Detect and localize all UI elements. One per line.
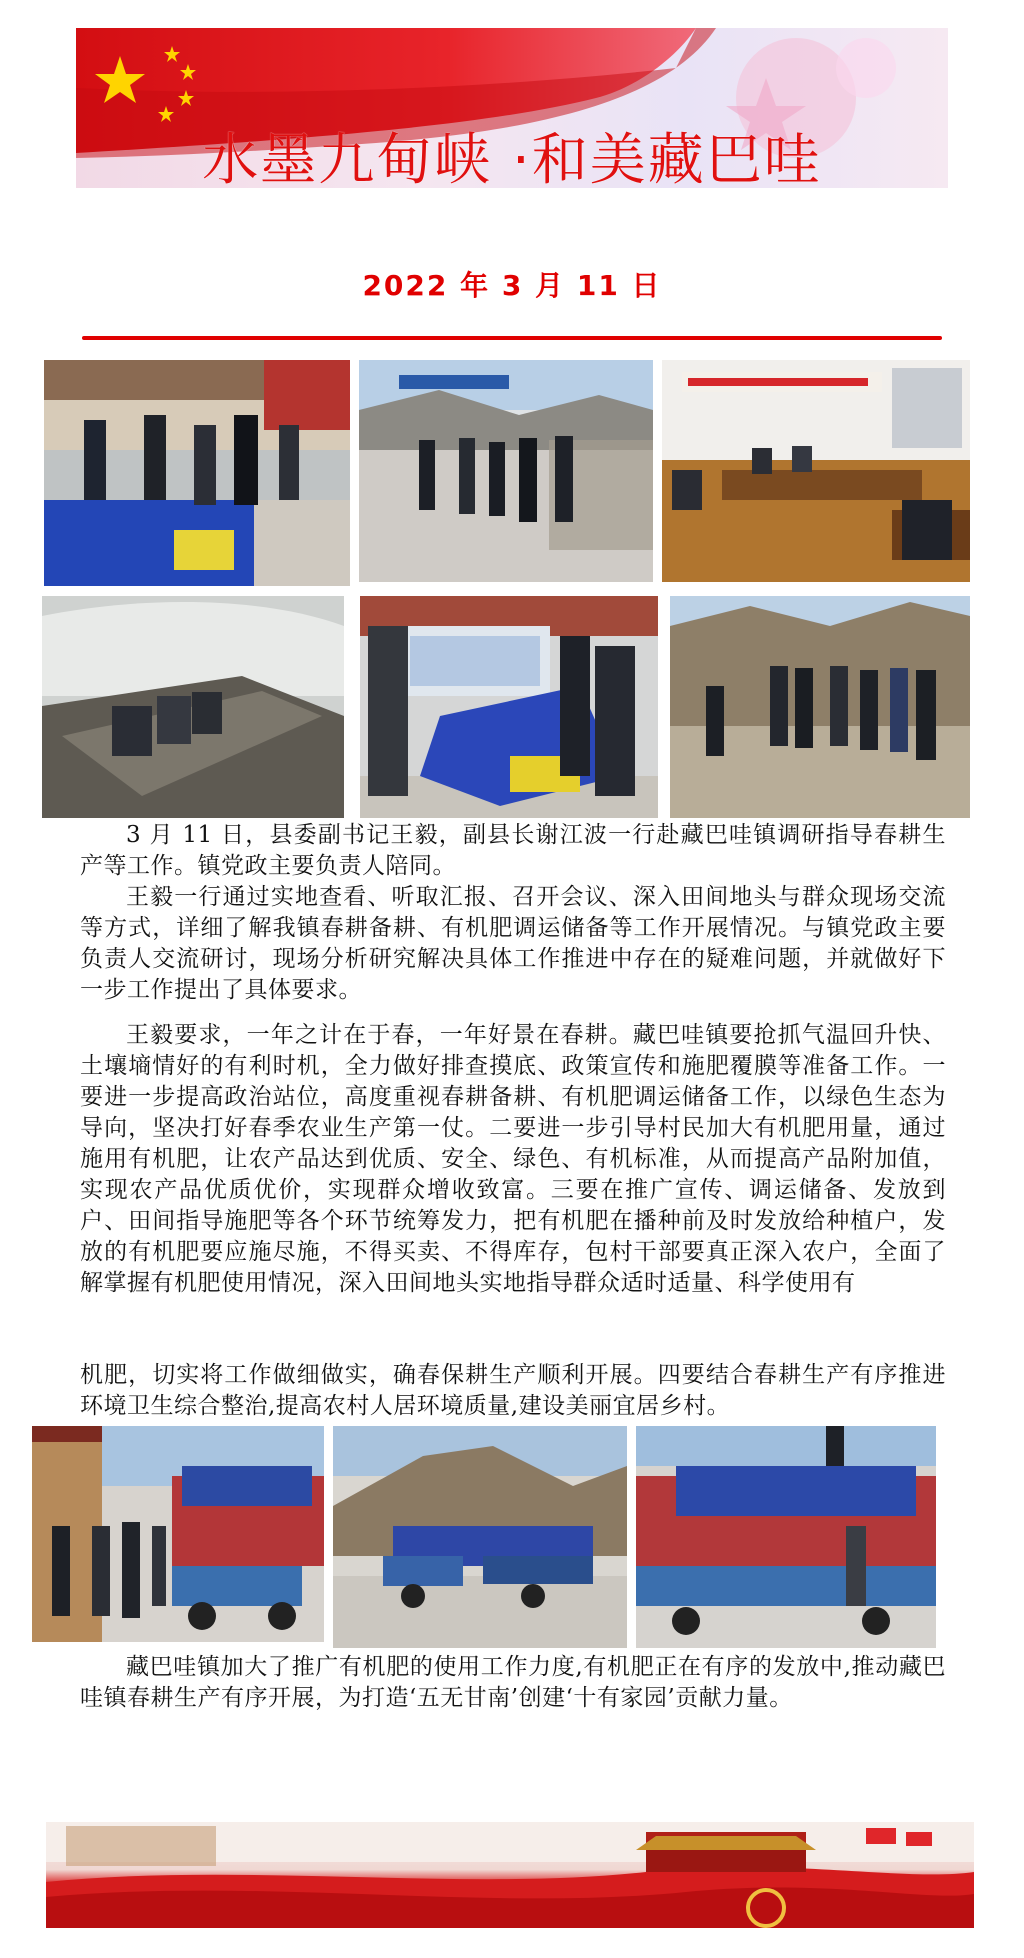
article-paragraph-1: 3 月 11 日，县委副书记王毅，副县长谢江波一行赴藏巴哇镇调研指导春耕生产等工作。镇党政主要负责人陪同。 [80,822,946,879]
photo-truck-yard [333,1426,627,1648]
header-banner [76,28,948,188]
report-date: 2022 年 3 月 11 日 [362,269,662,302]
article-paragraph-5: 藏巴哇镇加大了推广有机肥的使用工作力度,有机肥正在有序的发放中,推动藏巴哇镇春耕生产有序开展，为打造‘五无甘南’创建‘十有家园’贡献力量。 [80,1654,946,1711]
article-paragraph-2: 王毅一行通过实地查看、听取汇报、召开会议、深入田间地头与群众现场交流等方式，详细了解我镇春耕备耕、有机肥调运储备等工作开展情况。与镇党政主要负责人交流研讨，现场分析研究解决具体工作推进中存在的疑难问题，并就做好下一步工作提出了具体要求。 [80,884,946,1003]
photo-truck-street [32,1426,324,1642]
article-paragraph-3: 王毅要求，一年之计在于春，一年好景在春耕。藏巴哇镇要抢抓气温回升快、土壤墒情好的有利时机，全力做好排查摸底、政策宣传和施肥覆膜等准备工作。一要进一步提高政治站位，高度重视春耕备耕、有机肥调运储备工作，以绿色生态为导向，坚决打好春季农业生产第一仗。二要进一步引导村民加大有机肥用量，通过施用有机肥，让农产品达到优质、安全、绿色、有机标准，从而提高产品附加值，实现农产品优质优价，实现群众增收致富。三要在推广宣传、调运储备、发放到户、田间指导施肥等各个环节统筹发力，把有机肥在播种前及时发放给种植户，发放的有机肥要应施尽施，不得买卖、不得库存，包村干部要真正深入农户，全面了解掌握有机肥使用情况，深入田间地头实地指导群众适时适量、科学使用有 [80,1022,946,1296]
photo-greenhouse [42,596,344,818]
photo-visit-gate [359,360,653,582]
footer-banner [46,1822,974,1928]
photo-visit-fertilizer [44,360,350,586]
article-paragraph-4: 机肥，切实将工作做细做实，确春保耕生产顺利开展。四要结合春耕生产有序推进环境卫生综合整治,提高农村人居环境质量,建设美丽宜居乡村。 [80,1362,946,1419]
photo-meeting-room [662,360,970,582]
banner-title: 水墨九甸峡 ·和美藏巴哇 [202,128,822,188]
photo-hillside-group [670,596,970,818]
date-divider [82,336,942,340]
photo-fertilizer-pile [360,596,658,818]
photo-truck-loading [636,1426,936,1648]
